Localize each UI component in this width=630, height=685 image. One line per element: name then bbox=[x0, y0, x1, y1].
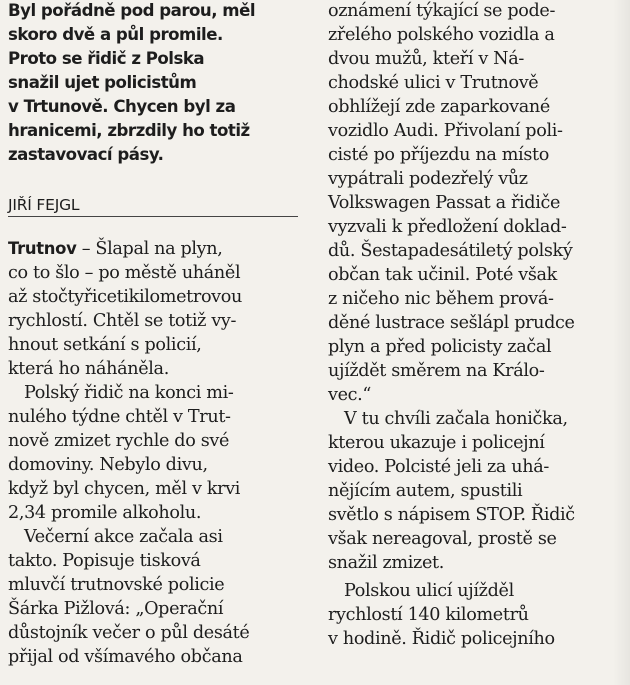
byline: JIŘÍ FEJGL bbox=[8, 196, 80, 214]
body-line: která ho náháněla. bbox=[8, 359, 169, 379]
body-line: hnout setkání s policií, bbox=[8, 335, 202, 355]
body-line: přijal od všímavého občana bbox=[8, 647, 243, 667]
dateline: Trutnov bbox=[8, 239, 77, 258]
body-line: Volkswagen Passat a řidiče bbox=[328, 193, 561, 213]
body-line: zřelého polského vozidla a bbox=[328, 25, 555, 45]
lead-line: skoro dvě a půl promile. bbox=[8, 25, 223, 44]
lead-line: v Trtunově. Chycen byl za bbox=[8, 97, 236, 116]
body-line: nulého týdne chtěl v Trut- bbox=[8, 407, 231, 427]
lead-line: Byl pořádně pod parou, měl bbox=[8, 1, 256, 20]
body-line: Polský řidič na konci mi- bbox=[24, 383, 234, 403]
lead-line: snažil ujet policistům bbox=[8, 73, 197, 92]
body-line: rychlostí 140 kilometrů bbox=[328, 605, 529, 625]
body-line: cisté po příjezdu na místo bbox=[328, 145, 549, 165]
body-line: světlo s nápisem STOP. Řidič bbox=[328, 505, 575, 525]
body-line: když byl chycen, měl v krvi bbox=[8, 479, 241, 499]
body-line: vyzvali k předložení doklad- bbox=[328, 217, 567, 237]
body-line: chodské ulici v Trutnově bbox=[328, 73, 539, 93]
body-line: ujíždět směrem na Králo- bbox=[328, 361, 545, 381]
body-line: 2,34 promile alkoholu. bbox=[8, 503, 202, 523]
body-line: oznámení týkající se pode- bbox=[328, 1, 556, 21]
lead-line: zastavovací pásy. bbox=[8, 145, 164, 164]
body-line: takto. Popisuje tisková bbox=[8, 551, 201, 571]
lead-line: hranicemi, zbrzdily ho totiž bbox=[8, 121, 250, 140]
page-fold-shadow bbox=[613, 0, 630, 685]
body-line: Šárka Pižlová: „Operační bbox=[8, 599, 224, 619]
body-line: vozidlo Audi. Přivolaní poli- bbox=[328, 121, 563, 141]
lead-line: Proto se řidič z Polska bbox=[8, 49, 205, 68]
body-line: domoviny. Nebylo divu, bbox=[8, 455, 208, 475]
body-line: důstojník večer o půl desáté bbox=[8, 623, 250, 643]
body-text: – Šlapal na plyn, bbox=[76, 239, 223, 259]
body-line: rychlostí. Chtěl se totiž vy- bbox=[8, 311, 237, 331]
body-line bbox=[8, 239, 222, 259]
body-line: co to šlo – po městě uháněl bbox=[8, 263, 241, 283]
body-line: z ničeho nic během prová- bbox=[328, 289, 554, 309]
body-line: V tu chvíli začala honička, bbox=[344, 409, 568, 429]
body-line: však nereagoval, prostě se bbox=[328, 529, 557, 549]
body-line: dvou mužů, kteří v Ná- bbox=[328, 49, 524, 69]
body-line: Večerní akce začala asi bbox=[24, 527, 223, 547]
body-line: nově zmizet rychle do své bbox=[8, 431, 230, 451]
body-line: kterou ukazuje i policejní bbox=[328, 433, 545, 453]
body-line: vypátrali podezřelý vůz bbox=[328, 169, 528, 189]
body-line: občan tak učinil. Poté však bbox=[328, 265, 557, 285]
byline-divider bbox=[8, 216, 298, 217]
body-line: obhlížejí zde zaparkované bbox=[328, 97, 550, 117]
body-line: mluvčí trutnovské policie bbox=[8, 575, 225, 595]
body-line: plyn a před policisty začal bbox=[328, 337, 552, 357]
body-line: až stočtyřicetikilometrovou bbox=[8, 287, 242, 307]
body-line: Polskou ulicí ujížděl bbox=[344, 581, 514, 601]
body-line: snažil zmizet. bbox=[328, 553, 444, 573]
body-line: nějícím autem, spustili bbox=[328, 481, 523, 501]
body-line: v hodině. Řidič policejního bbox=[328, 629, 555, 649]
body-line: děné lustrace sešlápl prudce bbox=[328, 313, 575, 333]
body-line: video. Polcisté jeli za uhá- bbox=[328, 457, 549, 477]
body-line: vec.“ bbox=[328, 385, 372, 405]
body-line: dů. Šestapadesátiletý polský bbox=[328, 241, 573, 261]
